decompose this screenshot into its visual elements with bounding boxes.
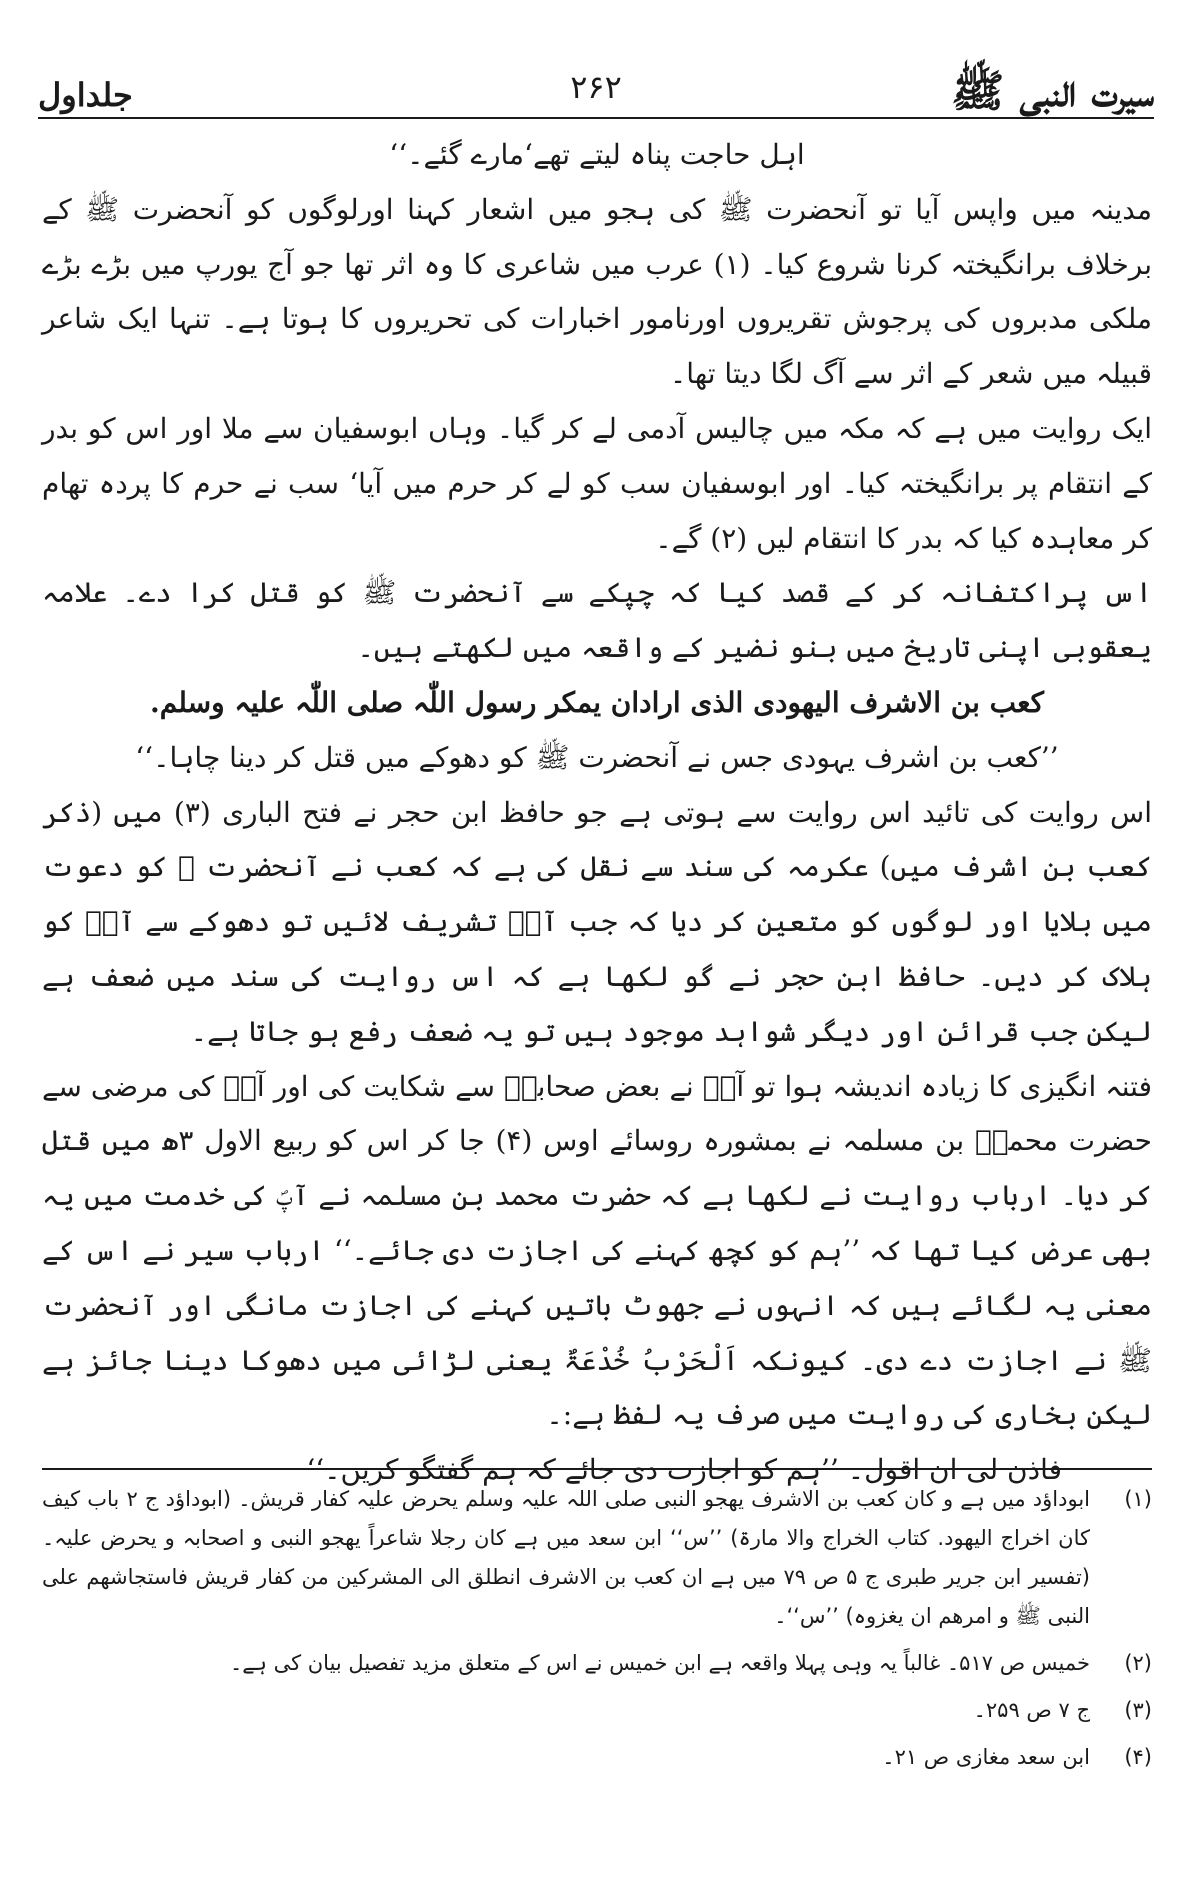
footnote-text: ابن سعد مغازی ص ۲۱۔ — [882, 1745, 1090, 1769]
paragraph-2: ایک روایت میں ہے کہ مکہ میں چالیس آدمی لے کر گیا۔ وہاں ابوسفیان سے ملا اور اس کو بدر کے انتقام پر برانگیختہ کیا۔ اور ابوسفیان سب کو لے کر حرم میں آیا‘ سب نے حرم کا پردہ تھام کر معاہدہ کیا کہ بدر کا انتقام لیں (۲) گے۔ — [42, 411, 1152, 555]
paragraph-5: فتنہ انگیزی کا زیادہ اندیشہ ہوا تو آپؐ نے بعض صحابہؓ سے شکایت کی اور آپؐ کی مرضی سے حضرت محمدؓ بن مسلمہ نے بمشورہ روسائے اوس (۴) جا کر اس کو ربیع الاول ۳ھ میں قتل کر دیا۔ ارباب روایت نے لکھا ہے کہ حضرت محمد بن مسلمہ نے آپؐ کی خدمت میں یہ بھی عرض کیا تھا کہ ’’ہم کو کچھ کہنے کی اجازت دی جائے۔‘‘ ارباب سیر نے اس کے معنی یہ لگائے ہیں کہ انہوں نے جھوٹ باتیں کہنے کی اجازت مانگی اور آنحضرت ﷺ نے اجازت دے دی۔ کیونکہ اَلْحَرْبُ خُدْعَۃٌ یعنی لڑائی میں دھوکا دینا جائز ہے لیکن بخاری کی روایت میں صرف یہ لفظ ہے:۔ — [42, 1069, 1152, 1432]
paragraph-4: اس روایت کی تائید اس روایت سے ہوتی ہے جو حافظ ابن حجر نے فتح الباری (۳) میں (ذکر کعب بن اشرف میں) عکرمہ کی سند سے نقل کی ہے کہ کعب نے آنحضرت ﷺ کو دعوت میں بلایا اور لوگوں کو متعین کر دیا کہ جب آپؐ تشریف لائیں تو دھوکے سے آپؐ کو ہلاک کر دیں۔ حافظ ابن حجر نے گو لکھا ہے کہ اس روایت کی سند میں ضعف ہے لیکن جب قرائن اور دیگر شواہد موجود ہیں تو یہ ضعف رفع ہو جاتا ہے۔ — [42, 795, 1152, 1048]
quotation-translation: ’’کعب بن اشرف یہودی جس نے آنحضرت ﷺ کو دھوکے میں قتل کر دینا چاہا۔‘‘ — [135, 740, 1059, 774]
footnote-item — [42, 1738, 1152, 1777]
book-title: سیرت النبی ﷺ — [951, 66, 1154, 117]
footnote-text: ج ۷ ص ۲۵۹۔ — [973, 1698, 1090, 1722]
opening-line: اہل حاجت پناہ لیتے تھے‘مارے گئے۔‘‘ — [389, 138, 805, 171]
page-number: ۲۶۲ — [570, 68, 622, 106]
header-divider — [38, 117, 1154, 119]
paragraph-1: مدینہ میں واپس آیا تو آنحضرت ﷺ کی ہجو میں اشعار کہنا اورلوگوں کو آنحضرت ﷺ کے برخلاف برانگیختہ کرنا شروع کیا۔ (۱) عرب میں شاعری کا وہ اثر تھا جو آج یورپ میں بڑے بڑے ملکی مدبروں کی پرجوش تقریروں اورنامور اخبارات کی تحریروں کا ہوتا ہے۔ تنہا ایک شاعر قبیلہ میں شعر کے اثر سے آگ لگا دیتا تھا۔ — [42, 192, 1152, 391]
footnotes — [42, 1480, 1152, 1880]
footnote-number: (۴) — [1124, 1745, 1152, 1769]
footnote-item — [42, 1691, 1152, 1730]
main-text — [42, 128, 1152, 1487]
footnote-text: ابوداؤد میں ہے و کان کعب بن الاشرف یھجو النبی صلی اللہ علیہ وسلم یحرض علیہ کفار قریش۔ (ابوداؤد ج ۲ باب کیف کان اخراج الیھود. کتاب الخراج والا مارۃ) ’’س‘‘ ابن سعد میں ہے کان رجلا شاعراً یھجو النبی و اصحابہ و یحرض علیہ۔ (تفسیر ابن جریر طبری ج ۵ ص ۷۹ میں ہے ان کعب بن الاشرف انطلق الی المشرکین من کفار قریش فاستجاشھم علی النبی ﷺ و امرھم ان یغزوہ) ’’س‘‘۔ — [42, 1487, 1091, 1628]
paragraph-3: اس پراکتفانہ کر کے قصد کیا کہ چپکے سے آنحضرت ﷺ کو قتل کرا دے۔ علامہ یعقوبی اپنی تاریخ میں بنو نضیر کے واقعہ میں لکھتے ہیں۔ — [42, 576, 1152, 665]
arabic-quotation: کعب بن الاشرف الیھودی الذی ارادان یمکر رسول اللّٰہ صلی اللّٰہ علیہ وسلم. — [150, 685, 1044, 719]
final-quotation: فاذن لی ان اقول۔ ’’ہم کو اجازت دی جائے کہ ہم گفتگو کریں۔‘‘ — [306, 1453, 1062, 1487]
footnote-text: خمیس ص ۵۱۷۔ غالباً یہ وہی پہلا واقعہ ہے ابن خمیس نے اس کے متعلق مزید تفصیل بیان کی ہے۔ — [229, 1651, 1090, 1675]
volume-label: جلداول — [38, 76, 133, 114]
page-header — [38, 34, 1154, 117]
footnote-divider — [42, 1468, 1152, 1470]
footnote-item — [42, 1644, 1152, 1683]
footnote-number: (۳) — [1124, 1698, 1152, 1722]
footnote-item — [42, 1480, 1152, 1636]
footnote-number: (۱) — [1124, 1487, 1152, 1511]
footnote-number: (۲) — [1124, 1651, 1152, 1675]
